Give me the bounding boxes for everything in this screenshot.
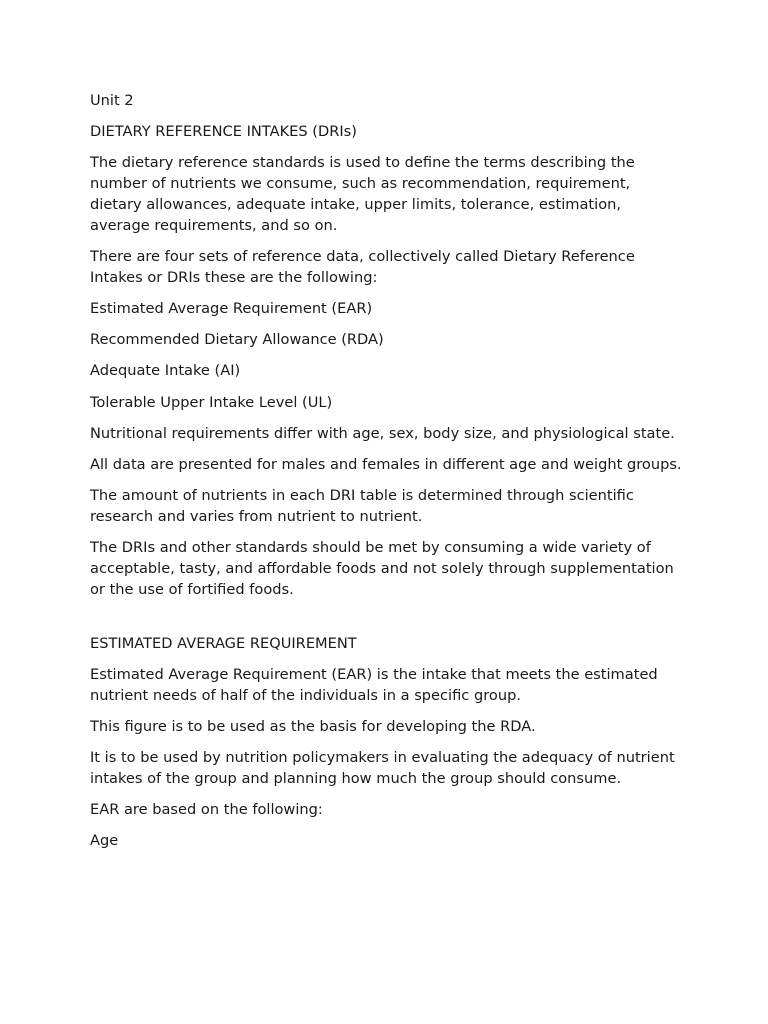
unit-label: Unit 2 xyxy=(90,92,134,109)
section-spacer xyxy=(90,611,682,634)
paragraph-standards: The DRIs and other standards should be met by consuming a wide variety of acceptable, tasty, and affordable foods and not solely through supplementation or the use of fortified foods. xyxy=(90,539,674,598)
paragraph-requirements: Nutritional requirements differ with age, sex, body size, and physiological state. xyxy=(90,424,675,442)
list-item-ai: Adequate Intake (AI) xyxy=(90,362,241,380)
list-item-ear: Estimated Average Requirement (EAR) xyxy=(90,299,373,317)
paragraph-sets-intro: There are four sets of reference data, collectively called Dietary Reference Intakes or DRIs these are the following: xyxy=(90,247,635,286)
paragraph-ear-definition: Estimated Average Requirement (EAR) is the intake that meets the estimated nutrient needs of half of the individuals in a specific group. xyxy=(90,666,658,704)
paragraph-ear-based-on: EAR are based on the following: xyxy=(90,801,323,819)
paragraph-ear-policy: It is to be used by nutrition policymakers in evaluating the adequacy of nutrient intakes of the group and planning how much the group should consume. xyxy=(90,749,675,787)
section-heading-dri: DIETARY REFERENCE INTAKES (DRIs) xyxy=(90,123,357,141)
paragraph-ear-basis: This figure is to be used as the basis for developing the RDA. xyxy=(90,718,536,735)
paragraph-nutrient-amount: The amount of nutrients in each DRI table is determined through scientific research and varies from nutrient to nutrient. xyxy=(90,487,634,525)
list-item-ul: Tolerable Upper Intake Level (UL) xyxy=(90,393,333,411)
list-item-rda: Recommended Dietary Allowance (RDA) xyxy=(90,331,384,349)
list-item-age: Age xyxy=(90,832,119,850)
paragraph-dri-intro: The dietary reference standards is used to define the terms describing the number of nutrients we consume, such as recommendation, requirement, dietary allowances, adequate intake, upper limits, tolerance, estimation, average requirements, and so on. xyxy=(90,154,635,234)
section-heading-ear: ESTIMATED AVERAGE REQUIREMENT xyxy=(90,634,357,652)
paragraph-data-groups: All data are presented for males and females in different age and weight groups. xyxy=(90,455,682,473)
document-body xyxy=(90,91,682,863)
